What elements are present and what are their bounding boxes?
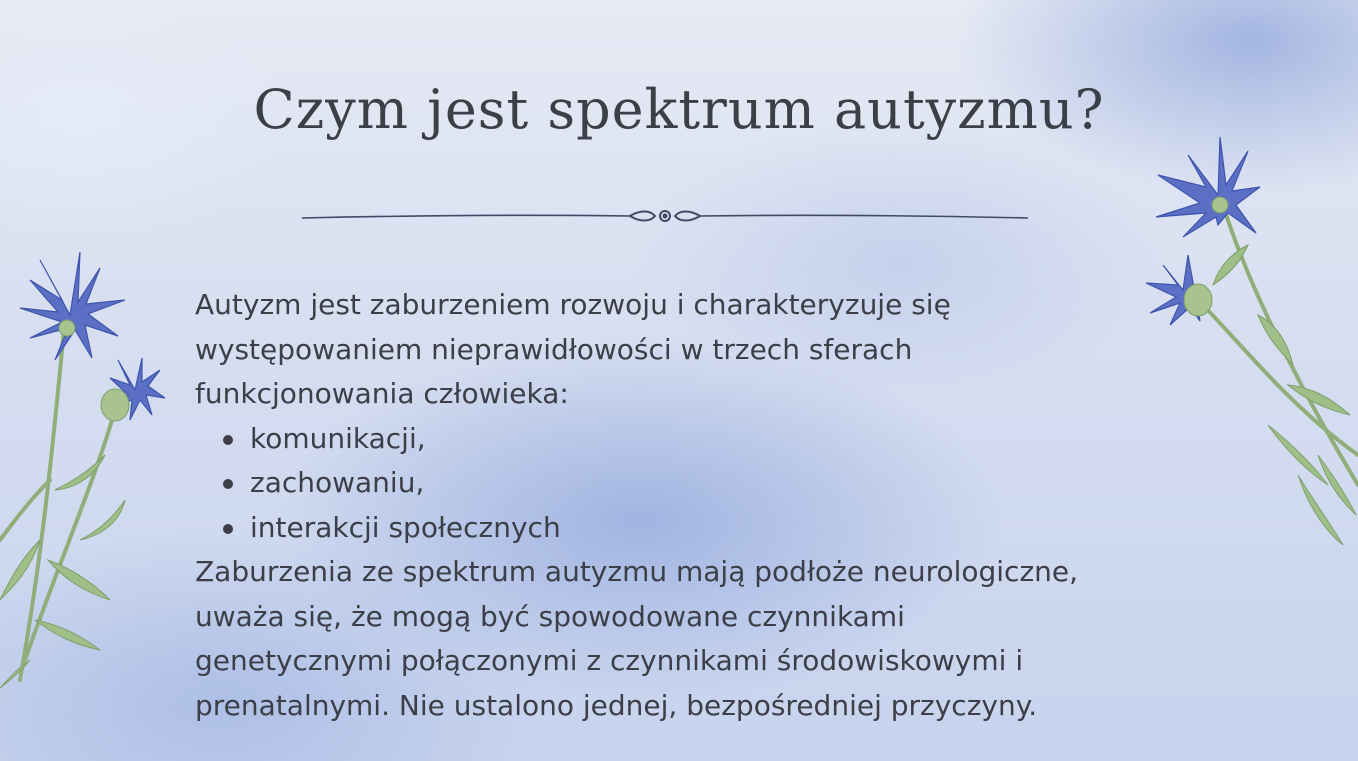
closing-line: prenatalnymi. Nie ustalono jednej, bezpośredniej przyczyny. xyxy=(195,688,1038,722)
intro-line: Autyzm jest zaburzeniem rozwoju i charakteryzuje się xyxy=(195,288,951,321)
closing-line: uważa się, że mogą być spowodowane czynnikami xyxy=(195,599,905,633)
closing-line: genetycznymi połączonymi z czynnikami środowiskowymi i xyxy=(195,644,1024,677)
list-item: zachowaniu, xyxy=(250,461,1155,506)
ornamental-divider xyxy=(300,204,1030,230)
slide-title: Czym jest spektrum autyzmu? xyxy=(253,78,1105,141)
sphere-list xyxy=(195,417,1155,551)
cornflower-left-illustration xyxy=(0,240,180,690)
intro-line: występowaniem nieprawidłowości w trzech sferach xyxy=(195,332,913,366)
list-item: komunikacji, xyxy=(250,417,1155,462)
slide-body xyxy=(195,283,1155,728)
closing-line: Zaburzenia ze spektrum autyzmu mają podłoże neurologiczne, xyxy=(195,555,1079,588)
intro-line: funkcjonowania człowieka: xyxy=(195,377,569,410)
list-item: interakcji społecznych xyxy=(250,506,1155,551)
cornflower-right-illustration xyxy=(1128,125,1358,565)
cornflower-bloom xyxy=(20,252,125,360)
